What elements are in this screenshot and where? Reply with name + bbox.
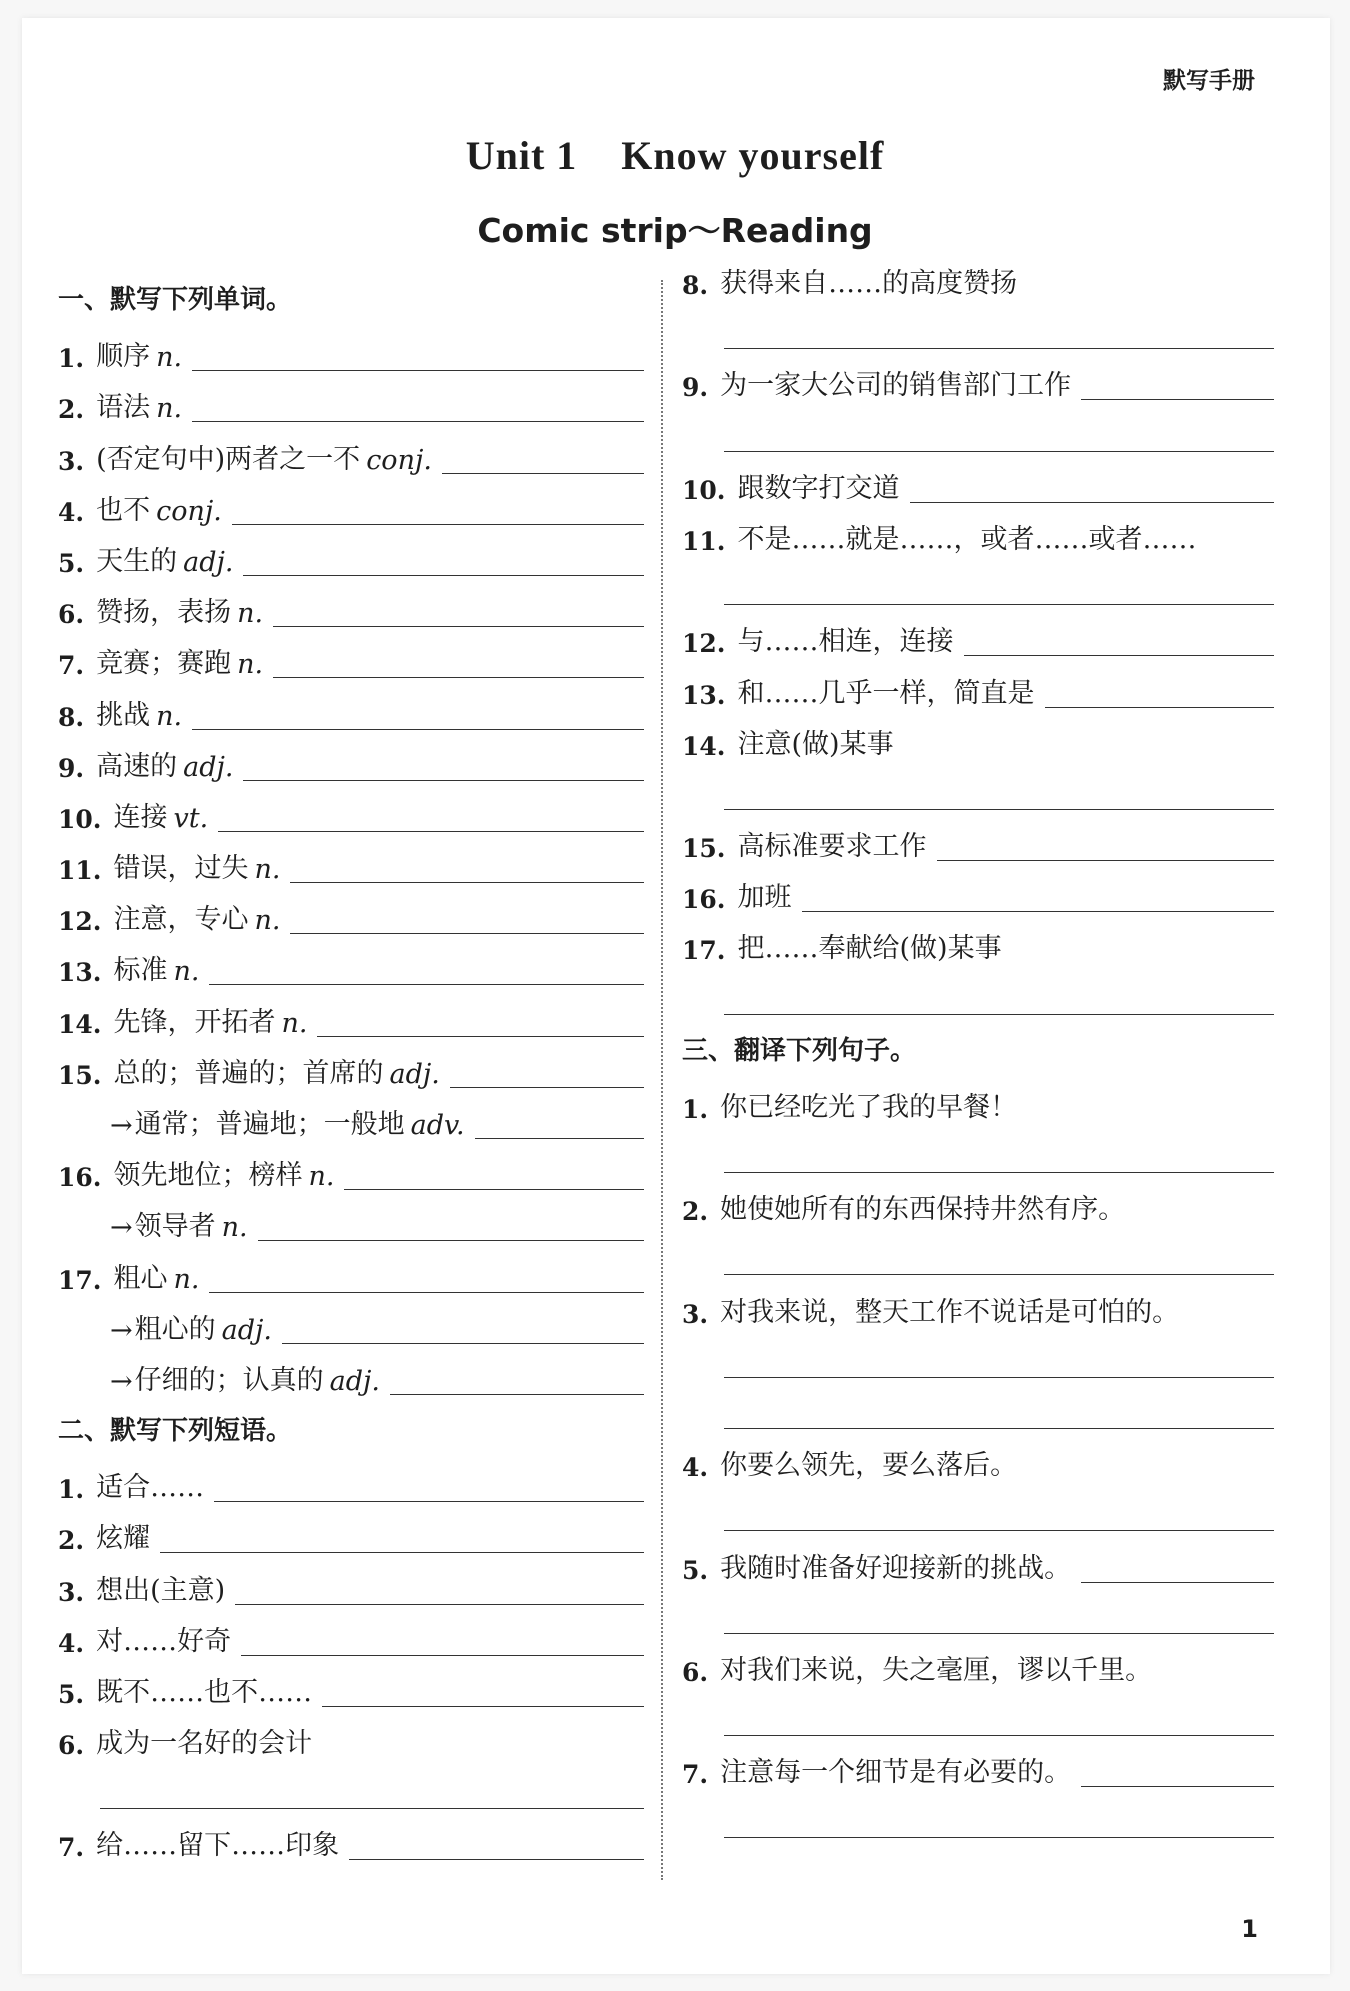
answer-line[interactable] xyxy=(390,1393,644,1395)
answer-line[interactable] xyxy=(910,501,1275,503)
word-item: 7. 竞赛；赛跑 n. xyxy=(58,633,644,684)
answer-line[interactable] xyxy=(218,830,644,832)
answer-line[interactable] xyxy=(209,983,644,985)
phrase-item: 1. 适合…… xyxy=(58,1457,644,1508)
answer-line[interactable] xyxy=(232,523,644,525)
phrase-item: 14. 注意(做)某事 xyxy=(682,728,894,761)
word-item: 15. 总的；普遍的；首席的 adj. xyxy=(58,1043,644,1094)
right-column xyxy=(682,268,1274,1844)
answer-row xyxy=(682,560,1274,611)
answer-line[interactable] xyxy=(724,1836,1274,1838)
answer-line[interactable] xyxy=(724,1376,1274,1378)
arrow-icon: → xyxy=(110,1314,133,1346)
answer-line[interactable] xyxy=(100,1807,644,1809)
word-item: 9. 高速的 adj. xyxy=(58,736,644,787)
answer-line[interactable] xyxy=(214,1500,644,1502)
phrase-item: 5. 既不……也不…… xyxy=(58,1662,644,1713)
answer-line[interactable] xyxy=(724,1013,1274,1015)
answer-line[interactable] xyxy=(317,1035,644,1037)
phrase-item: 3. 想出(主意) xyxy=(58,1559,644,1610)
answer-line[interactable] xyxy=(344,1188,644,1190)
answer-line[interactable] xyxy=(724,1734,1274,1736)
sentence-item: 7. 注意每一个细节是有必要的。 xyxy=(682,1742,1274,1793)
answer-row xyxy=(682,1384,1274,1435)
section-heading-phrases: 二、默写下列短语。 xyxy=(58,1415,293,1446)
handbook-tag: 默写手册 xyxy=(1163,68,1255,94)
answer-row xyxy=(682,1691,1274,1742)
word-item: 2. 语法 n. xyxy=(58,377,644,428)
word-item: 14. 先锋，开拓者 n. xyxy=(58,991,644,1042)
answer-line[interactable] xyxy=(160,1551,644,1553)
phrase-item: 4. 对……好奇 xyxy=(58,1611,644,1662)
answer-line[interactable] xyxy=(724,808,1274,810)
sentence-item: 6. 对我们来说，失之毫厘，谬以千里。 xyxy=(682,1654,1153,1687)
phrase-item: 6. 成为一名好的会计 xyxy=(58,1728,313,1761)
answer-row xyxy=(682,765,1274,816)
answer-row xyxy=(682,1589,1274,1640)
phrase-item: 13. 和……几乎一样，简直是 xyxy=(682,662,1274,713)
word-item: 5. 天生的 adj. xyxy=(58,531,644,582)
answer-line[interactable] xyxy=(282,1342,644,1344)
answer-line[interactable] xyxy=(802,910,1275,912)
section-heading-words: 一、默写下列单词。 xyxy=(58,285,293,315)
answer-line[interactable] xyxy=(475,1137,644,1139)
answer-line[interactable] xyxy=(349,1858,644,1860)
sentence-item: 3. 对我来说，整天工作不说话是可怕的。 xyxy=(682,1296,1180,1329)
phrase-item: 12. 与……相连，连接 xyxy=(682,611,1274,662)
answer-line[interactable] xyxy=(322,1705,644,1707)
word-derivative-item: → 粗心的 adj. xyxy=(58,1299,644,1350)
answer-line[interactable] xyxy=(724,1273,1274,1275)
answer-row xyxy=(58,1764,644,1815)
word-item: 4. 也不 conj. xyxy=(58,480,644,531)
answer-row xyxy=(682,969,1274,1020)
word-item: 10. 连接 vt. xyxy=(58,787,644,838)
answer-row xyxy=(682,304,1274,355)
answer-line[interactable] xyxy=(1081,398,1274,400)
answer-line[interactable] xyxy=(290,932,644,934)
left-column xyxy=(58,274,644,1866)
arrow-icon: → xyxy=(110,1212,133,1244)
answer-row xyxy=(682,1333,1274,1384)
answer-row xyxy=(682,1793,1274,1844)
sentence-item: 4. 你要么领先，要么落后。 xyxy=(682,1450,1018,1483)
phrase-item: 8. 获得来自……的高度赞扬 xyxy=(682,268,1018,300)
answer-line[interactable] xyxy=(258,1239,644,1241)
answer-line[interactable] xyxy=(1045,706,1275,708)
answer-row xyxy=(682,1486,1274,1537)
phrase-item: 15. 高标准要求工作 xyxy=(682,816,1274,867)
answer-line[interactable] xyxy=(724,450,1274,452)
arrow-icon: → xyxy=(110,1365,133,1397)
lesson-subtitle: Comic strip～Reading xyxy=(477,211,873,250)
word-derivative-item: → 仔细的；认真的 adj. xyxy=(58,1350,644,1401)
word-item: 6. 赞扬，表扬 n. xyxy=(58,582,644,633)
word-item: 11. 错误，过失 n. xyxy=(58,838,644,889)
phrase-item: 11. 不是……就是……，或者……或者…… xyxy=(682,523,1197,556)
section-heading-sentences: 三、翻译下列句子。 xyxy=(682,1035,917,1066)
unit-title xyxy=(0,132,1350,179)
answer-line[interactable] xyxy=(209,1291,644,1293)
arrow-icon: → xyxy=(110,1110,133,1141)
answer-line[interactable] xyxy=(192,728,644,730)
word-item: 16. 领先地位；榜样 n. xyxy=(58,1145,644,1196)
word-item: 17. 粗心 n. xyxy=(58,1247,644,1298)
phrase-item: 9. 为一家大公司的销售部门工作 xyxy=(682,355,1274,406)
answer-line[interactable] xyxy=(192,369,644,371)
answer-row xyxy=(682,1230,1274,1281)
word-item: 12. 注意，专心 n. xyxy=(58,889,644,940)
answer-line[interactable] xyxy=(243,779,644,781)
sentence-item: 1. 你已经吃光了我的早餐！ xyxy=(682,1091,1018,1124)
answer-line[interactable] xyxy=(442,472,644,474)
answer-row xyxy=(682,406,1274,457)
answer-line[interactable] xyxy=(724,1529,1274,1531)
answer-line[interactable] xyxy=(724,347,1274,349)
answer-line[interactable] xyxy=(724,1427,1274,1429)
word-item: 8. 挑战 n. xyxy=(58,684,644,735)
answer-line[interactable] xyxy=(450,1086,644,1088)
answer-row xyxy=(682,1128,1274,1179)
answer-line[interactable] xyxy=(1081,1581,1274,1583)
phrase-item: 7. 给……留下……印象 xyxy=(58,1815,644,1866)
column-divider xyxy=(661,280,663,1880)
answer-line[interactable] xyxy=(192,420,644,422)
word-item: 1. 顺序 n. xyxy=(58,326,644,377)
word-item: 3. (否定句中)两者之一不 conj. xyxy=(58,428,644,479)
sentence-item: 5. 我随时准备好迎接新的挑战。 xyxy=(682,1537,1274,1588)
word-item: 13. 标准 n. xyxy=(58,940,644,991)
answer-line[interactable] xyxy=(273,676,644,678)
word-derivative-item: → 通常；普遍地；一般地 adv. xyxy=(58,1094,644,1145)
page-number: 1 xyxy=(1241,1915,1258,1943)
answer-line[interactable] xyxy=(937,859,1275,861)
answer-line[interactable] xyxy=(273,625,644,627)
phrase-item: 2. 炫耀 xyxy=(58,1508,644,1559)
answer-line[interactable] xyxy=(290,881,644,883)
phrase-item: 10. 跟数字打交道 xyxy=(682,458,1274,509)
phrase-item: 16. 加班 xyxy=(682,867,1274,918)
unit-number: Unit 1 xyxy=(465,133,578,178)
answer-line[interactable] xyxy=(724,603,1274,605)
answer-line[interactable] xyxy=(964,654,1275,656)
answer-line[interactable] xyxy=(235,1603,644,1605)
answer-line[interactable] xyxy=(1081,1785,1274,1787)
answer-line[interactable] xyxy=(241,1654,644,1656)
answer-line[interactable] xyxy=(724,1171,1274,1173)
answer-line[interactable] xyxy=(724,1632,1274,1634)
phrase-item: 17. 把……奉献给(做)某事 xyxy=(682,933,1002,966)
answer-line[interactable] xyxy=(243,574,644,576)
word-derivative-item: → 领导者 n. xyxy=(58,1196,644,1247)
sentence-item: 2. 她使她所有的东西保持井然有序。 xyxy=(682,1194,1126,1227)
unit-topic: Know yourself xyxy=(621,133,885,178)
